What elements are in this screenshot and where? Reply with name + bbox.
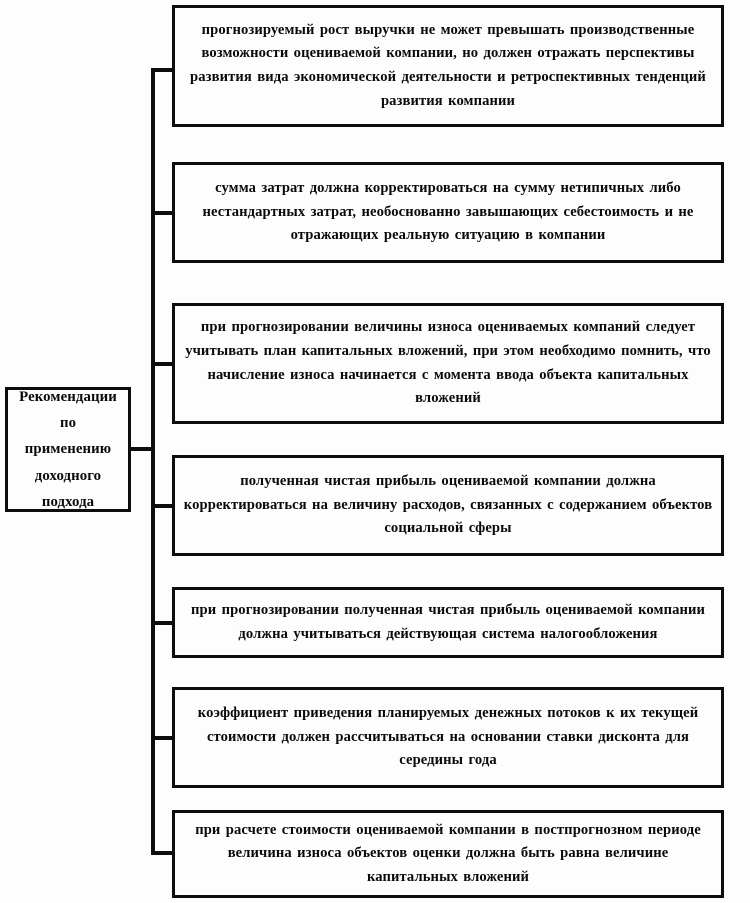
leaf-node-5 [172, 587, 724, 658]
leaf-node-1-label: прогнозируемый рост выручки не может превышать производственные возможности оцениваемой компании, но должен отражать перспективы развития вида экономической деятельности и ретроспективных тенденций развития компании [190, 21, 706, 109]
leaf-node-3-label: при прогнозировании величины износа оцениваемых компаний следует учитывать план капитальных вложений, при этом необходимо помнить, что начисление износа начинается с момента ввода объекта капитальных вложений [185, 319, 711, 407]
leaf-node-7 [172, 810, 724, 898]
leaf-node-6 [172, 687, 724, 788]
connector-stub-2 [151, 211, 174, 215]
leaf-node-1 [172, 5, 724, 127]
leaf-node-2-label: сумма затрат должна корректироваться на сумму нетипичных либо нестандартных затрат, необоснованно завышающих себестоимость и не отражающих реальную ситуацию в компании [202, 180, 694, 244]
leaf-node-5-label: при прогнозировании полученная чистая прибыль оцениваемой компании должна учитываться действующая система налогообложения [190, 601, 706, 642]
root-node-label: Рекомендации по применению доходного подхода [19, 388, 117, 510]
leaf-node-6-label: коэффициент приведения планируемых денежных потоков к их текущей стоимости должен рассчитываться на основании ставки дисконта для середины года [197, 705, 699, 769]
connector-stub-3 [151, 362, 174, 366]
connector-stub-4 [151, 504, 174, 508]
connector-stub-1 [151, 68, 174, 72]
connector-stub-7 [151, 851, 174, 855]
leaf-node-4 [172, 455, 724, 556]
root-node [5, 387, 131, 512]
leaf-node-2 [172, 162, 724, 263]
leaf-node-7-label: при расчете стоимости оцениваемой компании в постпрогнозном периоде величина износа объектов оценки должна быть равна величине капитальных вложений [195, 821, 701, 885]
connector-stub-6 [151, 736, 174, 740]
connector-stub-5 [151, 621, 174, 625]
leaf-node-3 [172, 303, 724, 424]
leaf-node-4-label: полученная чистая прибыль оцениваемой компании должна корректироваться на величину расходов, связанных с содержанием объектов социальной сферы [183, 473, 713, 537]
